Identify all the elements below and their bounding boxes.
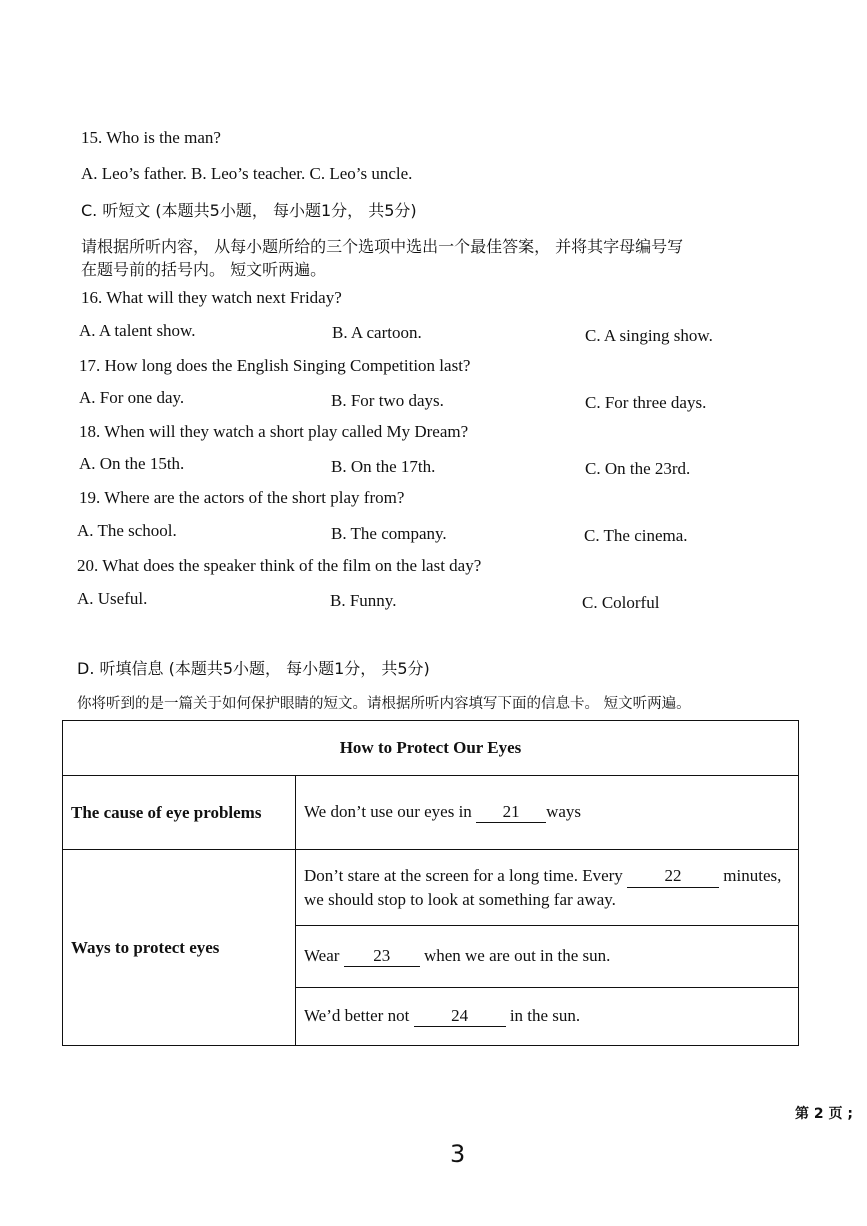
way-1-text-pre: Don’t stare at the screen for a long time. Every [304,866,623,885]
section-c-title-text: C. 听短文 (本题共5小题， 每小题1分， 共5分) [81,201,417,220]
section-c-instruction-1: 请根据所听内容， 从每小题所给的三个选项中选出一个最佳答案， 并将其字母编号写 [81,237,684,256]
section-c-title [81,198,417,221]
way-2-text-post: when we are out in the sun. [423,946,611,965]
q16-option-a: A. A talent show. [79,321,196,340]
cause-header: The cause of eye problems [63,776,296,850]
q19-option-b: B. The company. [331,524,447,543]
q20-option-c: C. Colorful [582,593,660,612]
blank-24: 24 [414,1006,506,1027]
section-c-instruction-2: 在题号前的括号内。 短文听两遍。 [81,260,327,279]
section-d-title-text: D. 听填信息 (本题共5小题， 每小题1分， 共5分) [77,659,430,678]
q16-option-c: C. A singing show. [585,326,713,345]
way-3-cell [296,988,799,1046]
question-15-options: A. Leo’s father. B. Leo’s teacher. C. Leo’s uncle. [81,164,413,183]
q19-option-a: A. The school. [77,521,177,540]
cause-text-post: ways [546,802,582,821]
blank-22: 22 [627,864,719,888]
table-title: How to Protect Our Eyes [63,721,799,776]
q16-option-b: B. A cartoon. [332,323,422,342]
q20-option-a: A. Useful. [77,589,148,608]
page-label: 第 2 页 ; [795,1106,853,1122]
q17-option-b: B. For two days. [331,391,444,410]
q18-option-b: B. On the 17th. [331,457,436,476]
q18-option-a: A. On the 15th. [79,454,185,473]
ways-header: Ways to protect eyes [63,850,296,1046]
q20-option-b: B. Funny. [330,591,397,610]
page-number: 3 [450,1140,466,1168]
way-1-text-post: minutes, we should stop to look at something far away. [304,866,782,909]
question-19: 19. Where are the actors of the short play from? [79,488,405,507]
way-3-text-post: in the sun. [509,1006,581,1025]
section-d-instruction: 你将听到的是一篇关于如何保护眼睛的短文。请根据所听内容填写下面的信息卡。 短文听两遍。 [77,696,691,712]
section-d-title [77,656,430,679]
q17-option-a: A. For one day. [79,388,185,407]
blank-23: 23 [344,946,420,967]
cause-cell [296,776,799,850]
q18-option-c: C. On the 23rd. [585,459,691,478]
question-15: 15. Who is the man? [81,128,221,147]
way-3-text-pre: We’d better not [304,1006,410,1025]
question-20: 20. What does the speaker think of the film on the last day? [77,556,482,575]
blank-21: 21 [476,802,546,823]
cause-text-pre: We don’t use our eyes in [304,802,472,821]
q19-option-c: C. The cinema. [584,526,688,545]
question-16: 16. What will they watch next Friday? [81,288,342,307]
question-17: 17. How long does the English Singing Competition last? [79,356,471,375]
way-1-cell [296,850,799,926]
way-2-cell [296,926,799,988]
way-2-text-pre: Wear [304,946,340,965]
question-18: 18. When will they watch a short play called My Dream? [79,422,469,441]
q17-option-c: C. For three days. [585,393,707,412]
info-card-table [62,720,799,1046]
